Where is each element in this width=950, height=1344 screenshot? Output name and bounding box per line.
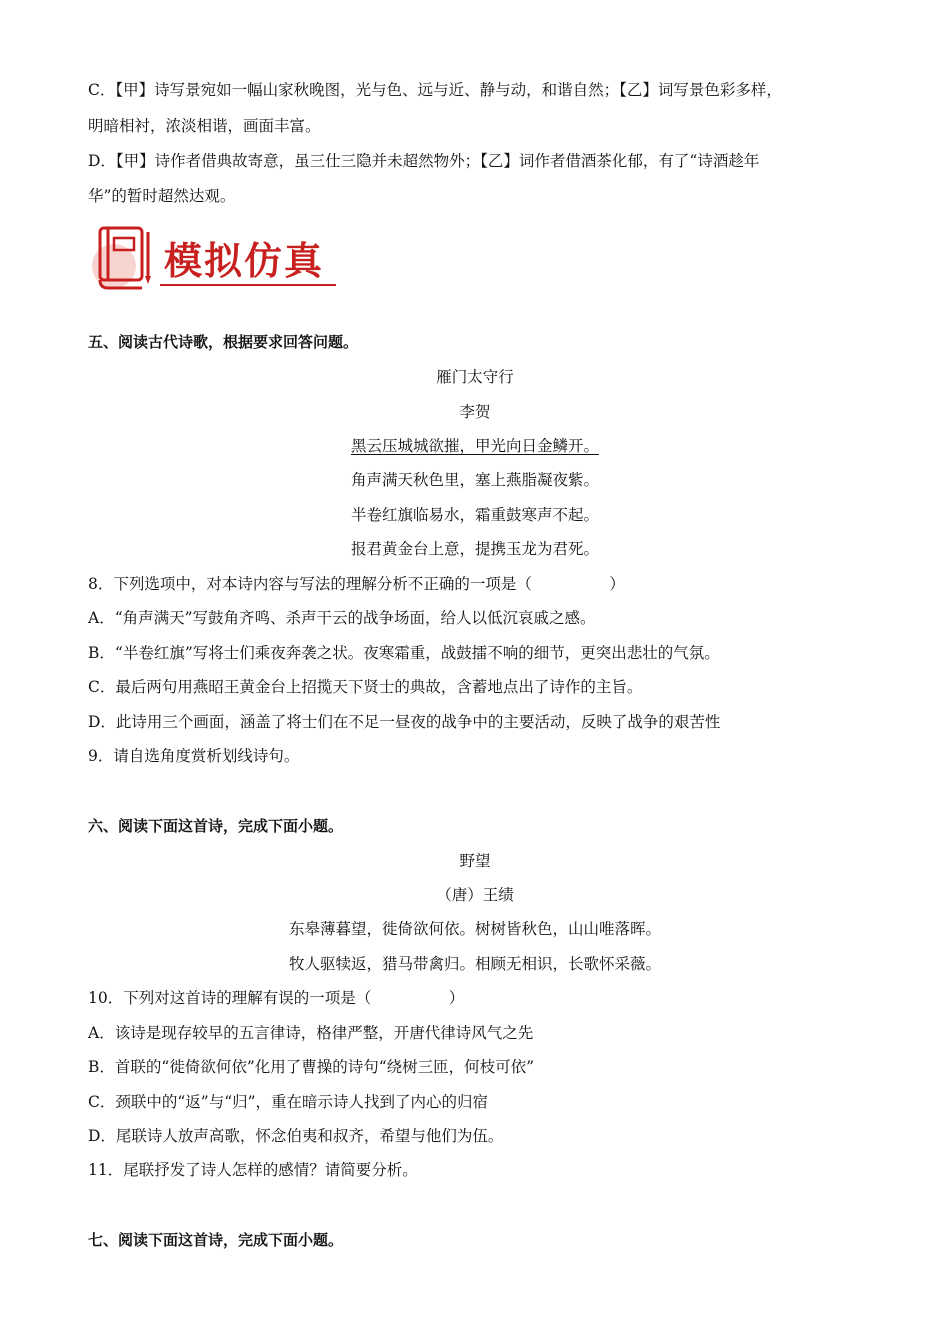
option-d-line2: 华”的暂时超然达观。 — [88, 187, 236, 205]
question-8: 8．下列选项中，对本诗内容与写法的理解分析不正确的一项是（ ） — [88, 575, 625, 593]
question-9: 9．请自选角度赏析划线诗句。 — [88, 747, 300, 765]
poem1-line: 半卷红旗临易水，霜重鼓寒声不起。 — [350, 506, 599, 524]
section5-heading: 五、阅读古代诗歌，根据要求回答问题。 — [88, 333, 359, 351]
poem1-line: 报君黄金台上意，提携玉龙为君死。 — [350, 540, 599, 558]
section7-heading: 七、阅读下面这首诗，完成下面小题。 — [88, 1231, 344, 1249]
q8-option-a: A．“角声满天”写鼓角齐鸣、杀声干云的战争场面，给人以低沉哀戚之感。 — [88, 609, 596, 627]
q8-option-b: B．“半卷红旗”写将士们乘夜奔袭之状。夜寒霜重，战鼓擂不响的细节，更突出悲壮的气氛。 — [88, 644, 720, 662]
q10-option-c: C．颈联中的“返”与“归”，重在暗示诗人找到了内心的归宿 — [88, 1093, 489, 1111]
poem1-line — [0, 436, 950, 456]
banner-title: 模拟仿真 — [164, 238, 325, 283]
book-icon — [92, 222, 158, 294]
poem2-author: （唐）王绩 — [436, 886, 514, 904]
q8-option-c: C．最后两句用燕昭王黄金台上招揽天下贤士的典故，含蓄地点出了诗作的主旨。 — [88, 678, 643, 696]
poem2-title: 野望 — [459, 852, 491, 870]
poem1-title: 雁门太守行 — [436, 368, 514, 386]
option-d-line1: D．【甲】诗作者借典故寄意，虽三仕三隐并未超然物外；【乙】词作者借酒茶化郁，有了“诗酒趁年 — [88, 152, 760, 170]
q10-option-a: A．该诗是现存较早的五言律诗，格律严整，开唐代律诗风气之先 — [88, 1024, 534, 1042]
q10-option-b: B．首联的“徙倚欲何依”化用了曹操的诗句“绕树三匝，何枝可依” — [88, 1058, 535, 1076]
poem2-line: 牧人驱犊返，猎马带禽归。相顾无相识，长歌怀采薇。 — [288, 955, 661, 973]
question-10: 10．下列对这首诗的理解有误的一项是（ ） — [88, 989, 465, 1007]
question-11: 11．尾联抒发了诗人怎样的感情？请简要分析。 — [88, 1161, 418, 1179]
banner-underline — [160, 284, 336, 286]
option-c-line2: 明暗相衬，浓淡相谐，画面丰富。 — [88, 117, 321, 135]
poem1-author: 李贺 — [459, 403, 491, 421]
poem1-line: 角声满天秋色里，塞上燕脂凝夜紫。 — [350, 471, 599, 489]
q8-option-d: D．此诗用三个画面，涵盖了将士们在不足一昼夜的战争中的主要活动，反映了战争的艰苦性 — [88, 713, 721, 731]
q10-option-d: D．尾联诗人放声高歌，怀念伯夷和叔齐，希望与他们为伍。 — [88, 1127, 504, 1145]
section-banner — [92, 222, 342, 294]
option-c-line1: C．【甲】诗写景宛如一幅山家秋晚图，光与色、远与近、静与动，和谐自然；【乙】词写景色彩多样， — [88, 81, 782, 99]
section6-heading: 六、阅读下面这首诗，完成下面小题。 — [88, 817, 344, 835]
poem2-line: 东皋薄暮望，徙倚欲何依。树树皆秋色，山山唯落晖。 — [288, 920, 661, 938]
underlined-verse: 黑云压城城欲摧，甲光向日金鳞开。 — [350, 437, 599, 455]
